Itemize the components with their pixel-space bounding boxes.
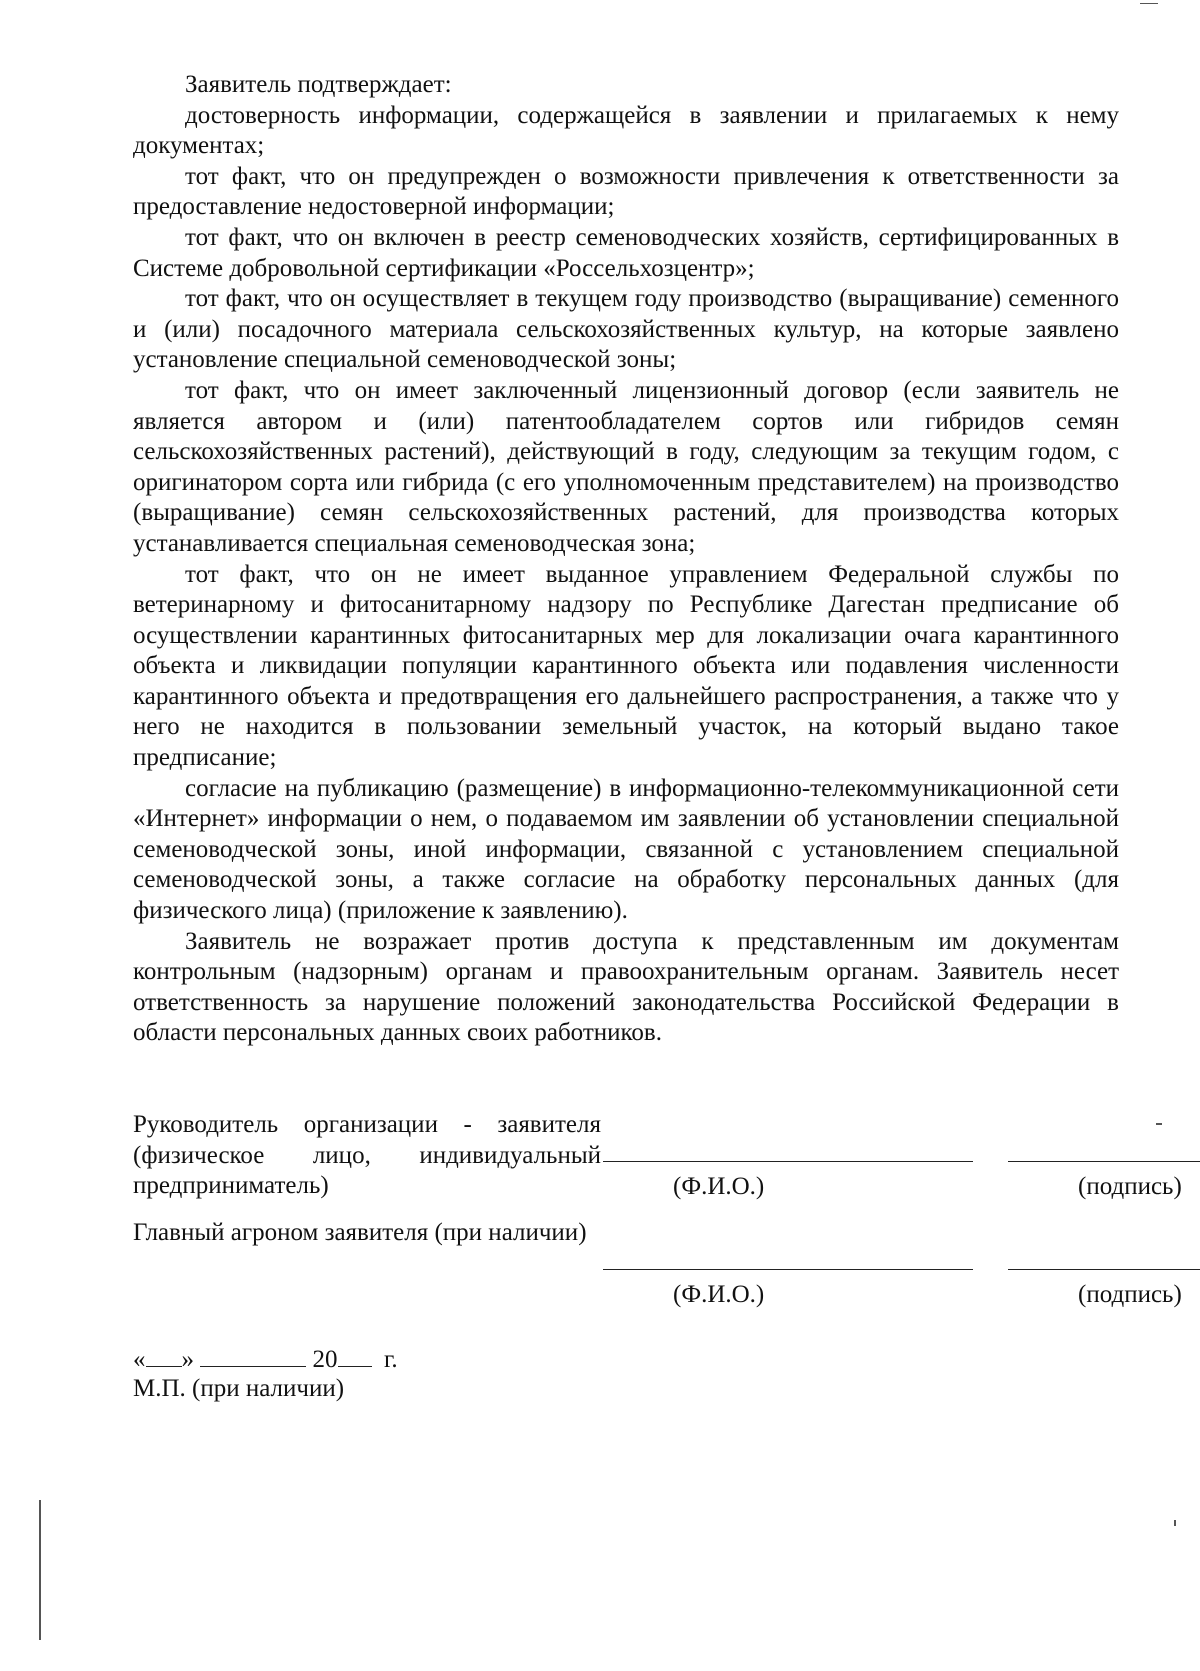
- paragraph-warned: тот факт, что он предупрежден о возможности привлечения к ответственности за предоставление недостоверной информации;: [133, 162, 1119, 221]
- scan-edge-mark: [39, 1500, 41, 1640]
- date-year-blank[interactable]: [338, 1344, 372, 1367]
- paragraph-quarantine: тот факт, что он не имеет выданное управлением Федеральной службы по ветеринарному и фитосанитарному надзору по Республике Дагестан предписание об осуществлении карантинных фитосанитарных мер для локализации очага карантинного объекта и ликвидации популяции карантинного объекта или подавления численности карантинного объекта и предотвращения его дальнейшего распространения, а также что у него не находится в пользовании земельный участок, на который выдано такое предписание;: [133, 560, 1119, 772]
- signature-caption-agronomist: (подпись): [1078, 1281, 1182, 1308]
- date-day-blank[interactable]: [146, 1344, 182, 1367]
- fio-caption-agronomist: (Ф.И.О.): [673, 1281, 765, 1308]
- scan-speck: [1174, 1520, 1176, 1526]
- date-line: [133, 1344, 398, 1375]
- signature-caption-head: (подпись): [1078, 1173, 1182, 1200]
- paragraph-consent: согласие на публикацию (размещение) в информационно-телекоммуникационной сети «Интернет» информации о нем, о подаваемом им заявлении об установлении специальной семеноводческой зоны, иной информации, связанной с установлением специальной семеноводческой зоны, а также согласие на обработку персональных данных (для физического лица) (приложение к заявлению).: [133, 774, 1119, 925]
- signature-line-head[interactable]: [1008, 1161, 1200, 1162]
- signature-line-agronomist[interactable]: [1008, 1269, 1200, 1270]
- paragraph-registry: тот факт, что он включен в реестр семеноводческих хозяйств, сертифицированных в Системе добровольной сертификации «Россельхозцентр»;: [133, 223, 1119, 282]
- signature-label-head: Руководитель организации - заявителя (физическое лицо, индивидуальный предприниматель): [133, 1111, 601, 1200]
- paragraph-accuracy: достоверность информации, содержащейся в заявлении и прилагаемых к нему документах;: [133, 101, 1119, 160]
- paragraph-production: тот факт, что он осуществляет в текущем году производство (выращивание) семенного и (или) посадочного материала сельскохозяйственных культур, на которые заявлено установление специальной семеноводческой зоны;: [133, 285, 1119, 374]
- date-year-suffix: г.: [384, 1346, 398, 1373]
- date-open-quote: «: [133, 1346, 146, 1373]
- fio-caption-head: (Ф.И.О.): [673, 1173, 765, 1200]
- scan-speck: [1140, 3, 1158, 4]
- fio-line-agronomist[interactable]: [603, 1269, 973, 1270]
- paragraph-no-objection: Заявитель не возражает против доступа к представленным им документам контрольным (надзорным) органам и правоохранительным органам. Заявитель несет ответственность за нарушение положений законодательства Российской Федерации в области персональных данных своих работников.: [133, 927, 1119, 1047]
- stamp-placeholder: М.П. (при наличии): [133, 1375, 345, 1402]
- paragraph-intro: Заявитель подтверждает:: [185, 71, 452, 98]
- paragraph-license: тот факт, что он имеет заключенный лицензионный договор (если заявитель не является автором и (или) патентообладателем сортов или гибридов семян сельскохозяйственных растений), действующий в году, следующим за текущим годом, с оригинатором сорта или гибрида (с его уполномоченным представителем) на производство (выращивание) семян сельскохозяйственных растений, для производства которых устанавливается специальная семеноводческая зона;: [133, 376, 1119, 557]
- date-year-prefix: 20: [312, 1346, 338, 1373]
- date-close-quote: »: [181, 1346, 194, 1373]
- signature-label-agronomist: Главный агроном заявителя (при наличии): [133, 1219, 587, 1246]
- date-month-blank[interactable]: [200, 1344, 306, 1367]
- document-body: [133, 70, 1119, 1049]
- scan-speck: [1156, 1123, 1162, 1125]
- fio-line-head[interactable]: [603, 1161, 973, 1162]
